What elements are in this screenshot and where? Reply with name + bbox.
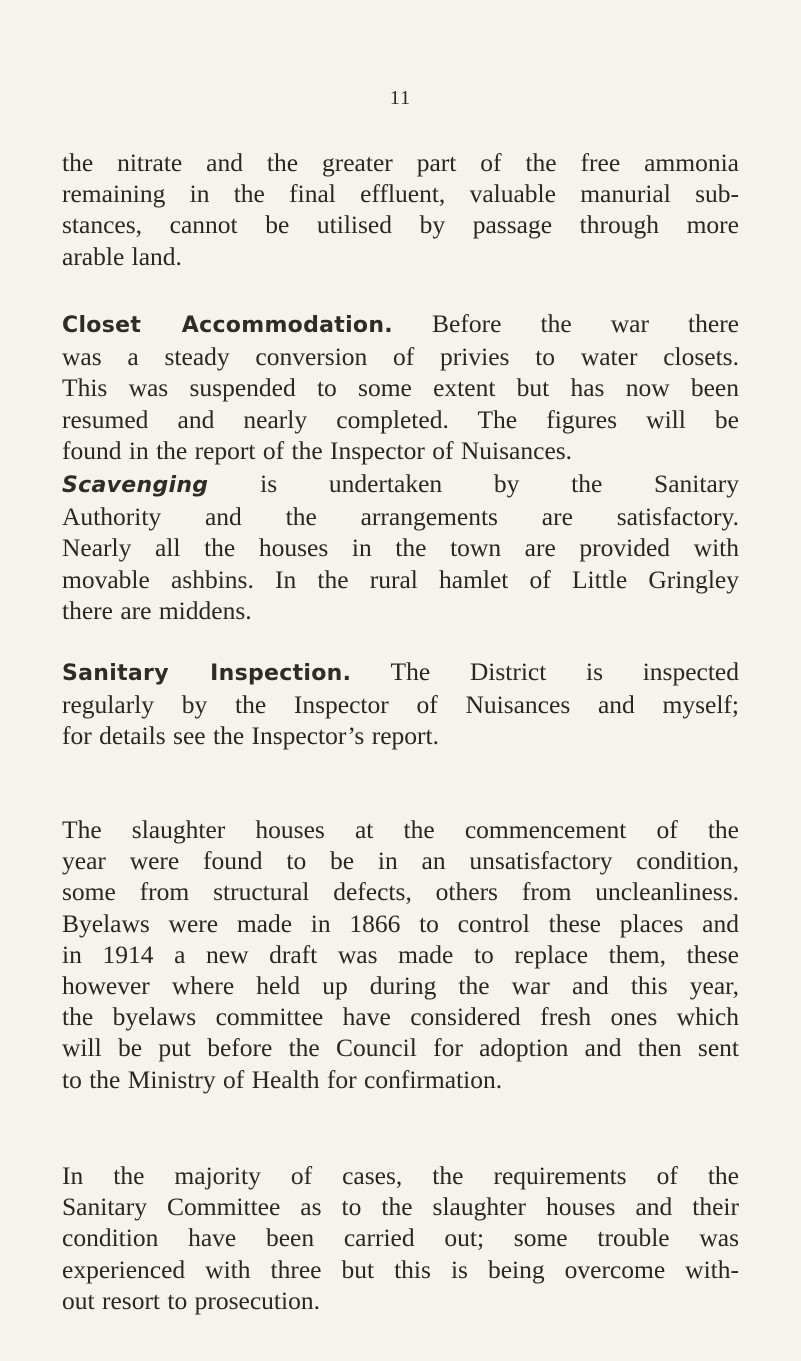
text-line: year were found to be in an unsatisfactory condition, — [62, 846, 739, 876]
text-line: to the Ministry of Health for confirmation. — [62, 1064, 503, 1094]
text-line: Nearly all the houses in the town are provided with — [62, 533, 739, 563]
text-line: in 1914 a new draft was made to replace them, these — [62, 939, 739, 969]
text-line: there are middens. — [62, 595, 252, 625]
paragraph-scavenging — [62, 468, 739, 626]
text-run: Before the war there — [392, 309, 739, 338]
paragraph-nitrate — [62, 147, 739, 272]
text-line: This was suspended to some extent but has now been — [62, 373, 739, 403]
text-line: was a steady conversion of privies to water closets. — [62, 342, 739, 372]
paragraph-sanitary-inspection — [62, 656, 739, 752]
text-line: will be put before the Council for adoption and then sent — [62, 1033, 739, 1063]
text-line: stances, cannot be utilised by passage through more — [62, 210, 739, 240]
text-line: The slaughter houses at the commencement of the — [62, 815, 739, 844]
text-line: Authority and the arrangements are satisfactory. — [62, 502, 739, 532]
text-line: Sanitary Committee as to the slaughter houses and their — [62, 1192, 739, 1222]
paragraph-requirements — [62, 1160, 739, 1316]
text-line: resumed and nearly completed. The figures will be — [62, 404, 739, 434]
text-line: some from structural defects, others from uncleanliness. — [62, 877, 739, 907]
text-line: found in the report of the Inspector of Nuisances. — [62, 435, 573, 465]
text-line — [62, 308, 739, 341]
paragraph-closet-accommodation — [62, 308, 739, 466]
text-line: condition have been carried out; some trouble was — [62, 1223, 739, 1253]
text-line: movable ashbins. In the rural hamlet of Little Gringley — [62, 564, 739, 594]
text-line: the byelaws committee have considered fresh ones which — [62, 1002, 739, 1032]
text-line: In the majority of cases, the requirements of the — [62, 1161, 739, 1190]
text-line: Byelaws were made in 1866 to control these places and — [62, 908, 739, 938]
text-line: regularly by the Inspector of Nuisances and myself; — [62, 690, 739, 720]
text-line: experienced with three but this is being overcome with- — [62, 1254, 739, 1284]
page-number: 11 — [389, 87, 412, 109]
text-line — [62, 468, 739, 501]
text-line — [62, 656, 739, 689]
text-line: arable land. — [62, 241, 182, 271]
text-line: the nitrate and the greater part of the free ammonia — [62, 148, 739, 177]
text-line: however where held up during the war and this year, — [62, 971, 739, 1001]
section-heading-scavenging: Scavenging — [62, 473, 209, 498]
text-line: remaining in the final effluent, valuable manurial sub- — [62, 179, 739, 209]
text-run: The District is inspected — [351, 657, 739, 686]
text-line: out resort to prosecution. — [62, 1285, 320, 1315]
section-heading-closet-accommodation: Closet Accommodation. — [62, 313, 393, 338]
text-run: is undertaken by the Sanitary — [208, 469, 739, 498]
section-heading-sanitary-inspection: Sanitary Inspection. — [62, 661, 352, 686]
paragraph-slaughter-houses — [62, 814, 739, 1095]
text-line: for details see the Inspector’s report. — [62, 721, 439, 751]
